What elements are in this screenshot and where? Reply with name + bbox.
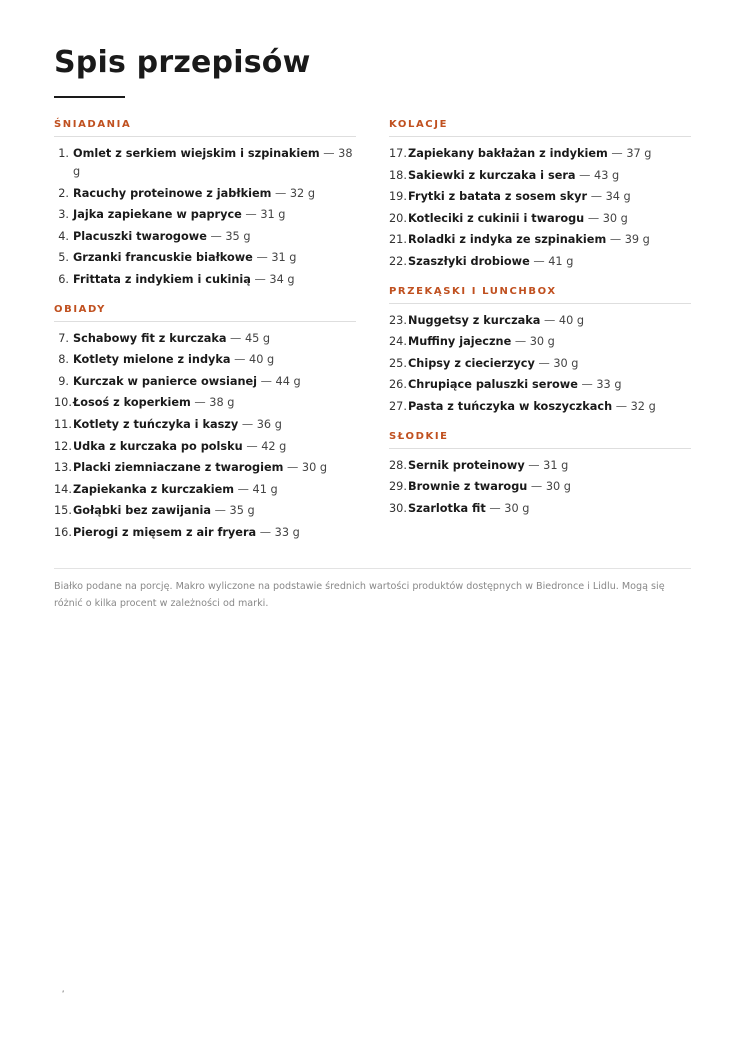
recipe-list	[54, 145, 356, 289]
recipe-protein-value: 34 g	[269, 272, 295, 286]
recipe-name: Sernik proteinowy	[408, 458, 525, 472]
recipe-separator: —	[241, 417, 254, 431]
recipe-protein-value: 31 g	[543, 458, 569, 472]
recipe-separator: —	[234, 353, 246, 367]
recipe-separator: —	[538, 356, 550, 370]
recipe-separator: —	[609, 233, 622, 247]
section-title-snacks: PRZEKĄSKI I LUNCHBOX	[389, 286, 691, 304]
recipe-number: 10.	[54, 396, 72, 410]
recipe-number: 26.	[389, 378, 407, 392]
left-column	[54, 119, 356, 546]
recipe-name: Udka z kurczaka po polsku	[73, 439, 243, 453]
section-title-lunch: OBIADY	[54, 304, 356, 322]
recipe-number: 13.	[54, 461, 72, 475]
recipe-protein-value: 41 g	[252, 482, 278, 496]
recipe-protein-value: 37 g	[626, 147, 652, 160]
recipe-number: 11.	[54, 417, 72, 431]
recipe-number: 29.	[389, 480, 407, 494]
recipe-name: Racuchy proteinowe z jabłkiem	[73, 186, 272, 200]
recipe-separator: —	[259, 525, 272, 539]
recipe-name: Placki ziemniaczane z twarogiem	[73, 461, 284, 475]
recipe-list-item	[389, 376, 691, 394]
recipe-separator: —	[533, 254, 545, 268]
recipe-list-item	[54, 481, 356, 499]
recipe-name: Jajka zapiekane w papryce	[73, 208, 242, 222]
recipe-protein-value: 38 g	[73, 147, 353, 178]
recipe-separator: —	[489, 501, 501, 515]
recipe-protein-value: 35 g	[225, 229, 251, 243]
recipe-list-item	[54, 228, 356, 246]
recipe-separator: —	[514, 335, 527, 349]
recipe-list-item	[389, 312, 691, 330]
recipe-separator: —	[194, 396, 206, 410]
recipe-list-item	[389, 188, 691, 206]
section-sweets	[389, 431, 691, 518]
recipe-separator: —	[587, 211, 600, 225]
recipe-number: 4.	[58, 229, 69, 243]
recipe-list-item	[389, 231, 691, 249]
recipe-separator: —	[590, 190, 602, 204]
recipe-name: Placuszki twarogowe	[73, 229, 207, 243]
recipe-separator: —	[245, 208, 257, 222]
recipe-list-item	[54, 438, 356, 456]
recipe-name: Nuggetsy z kurczaka	[408, 313, 541, 327]
recipe-number: 14.	[54, 482, 72, 496]
recipe-separator: —	[615, 399, 628, 413]
recipe-list-item	[389, 145, 691, 163]
recipe-list-item	[54, 373, 356, 391]
recipe-list-item	[54, 502, 356, 520]
recipe-protein-value: 30 g	[301, 461, 328, 475]
recipe-protein-value: 36 g	[256, 417, 282, 431]
recipe-protein-value: 31 g	[260, 208, 286, 222]
recipe-separator: —	[210, 229, 222, 243]
recipe-protein-value: 30 g	[504, 501, 530, 515]
recipe-protein-value: 45 g	[244, 331, 271, 345]
recipe-list-item	[54, 524, 356, 542]
recipe-name: Schabowy fit z kurczaka	[73, 331, 227, 345]
recipe-list-item	[389, 398, 691, 416]
page-title: Spis przepisów	[54, 45, 311, 80]
recipe-separator: —	[323, 147, 335, 160]
recipe-list	[389, 312, 691, 416]
section-breakfast	[54, 119, 356, 289]
recipe-list-item	[389, 478, 691, 496]
recipe-protein-value: 41 g	[548, 254, 574, 268]
recipe-number: 23.	[389, 313, 407, 327]
recipe-number: 5.	[58, 251, 69, 265]
recipe-name: Roladki z indyka ze szpinakiem	[408, 233, 607, 247]
recipe-separator: —	[581, 378, 593, 392]
recipe-separator: —	[260, 374, 272, 388]
recipe-list-item	[54, 206, 356, 224]
recipe-name: Kotlety z tuńczyka i kaszy	[73, 417, 239, 431]
recipe-separator: —	[254, 272, 266, 286]
recipe-protein-value: 35 g	[229, 504, 255, 518]
recipe-list-item	[54, 249, 356, 267]
recipe-protein-value: 33 g	[274, 525, 300, 539]
recipe-name: Frittata z indykiem i cukinią	[73, 272, 251, 286]
recipe-number: 18.	[389, 168, 407, 182]
recipe-list-item	[389, 500, 691, 518]
section-dinner	[389, 119, 691, 271]
recipe-separator: —	[237, 482, 249, 496]
recipe-protein-value: 31 g	[271, 251, 297, 265]
recipe-number: 25.	[389, 356, 407, 370]
recipe-number: 19.	[389, 190, 407, 204]
title-underline	[54, 96, 125, 98]
recipe-number: 21.	[389, 233, 407, 247]
recipe-list-item	[54, 330, 356, 348]
recipe-number: 20.	[389, 211, 407, 225]
recipe-list-item	[54, 459, 356, 477]
section-snacks	[389, 286, 691, 416]
recipe-name: Chipsy z ciecierzycy	[408, 356, 535, 370]
recipe-list-item	[389, 457, 691, 475]
recipe-name: Łosoś z koperkiem	[73, 396, 191, 410]
recipe-separator: —	[611, 147, 623, 160]
recipe-list-item	[389, 253, 691, 271]
recipe-number: 27.	[389, 399, 407, 413]
recipe-list-item	[389, 355, 691, 373]
recipe-list-item	[389, 167, 691, 185]
recipe-name: Frytki z batata z sosem skyr	[408, 190, 588, 204]
recipe-protein-value: 40 g	[249, 353, 275, 367]
recipe-name: Szarlotka fit	[408, 501, 486, 515]
recipe-number: 3.	[58, 208, 69, 222]
section-title-breakfast: ŚNIADANIA	[54, 119, 356, 137]
recipe-protein-value: 44 g	[275, 374, 301, 388]
recipe-separator: —	[274, 186, 287, 200]
recipe-name: Gołąbki bez zawijania	[73, 504, 212, 518]
recipe-name: Sakiewki z kurczaka i sera	[408, 168, 576, 182]
recipe-separator: —	[287, 461, 299, 475]
recipe-separator: —	[579, 168, 591, 182]
recipe-separator: —	[544, 313, 556, 327]
recipe-number: 2.	[58, 186, 69, 200]
recipe-name: Omlet z serkiem wiejskim i szpinakiem	[73, 147, 320, 160]
recipe-name: Kotleciki z cukinii i twarogu	[408, 211, 585, 225]
recipe-list	[389, 457, 691, 518]
recipe-list	[389, 145, 691, 271]
recipe-protein-value: 42 g	[261, 439, 287, 453]
recipe-number: 7.	[58, 331, 69, 345]
recipe-separator: —	[214, 504, 226, 518]
recipe-name: Grzanki francuskie białkowe	[73, 251, 253, 265]
recipe-name: Kurczak w panierce owsianej	[73, 374, 258, 388]
recipe-protein-value: 38 g	[209, 396, 235, 410]
recipe-number: 12.	[54, 439, 72, 453]
footer-note: Białko podane na porcję. Makro wyliczone na podstawie średnich wartości produktów dostępnych w Biedronce i Lidlu. Mogą się różnić o kilka procent w zależności od marki.	[54, 568, 691, 612]
recipe-protein-value: 30 g	[602, 211, 628, 225]
recipe-list-item	[54, 394, 356, 412]
recipe-number: 24.	[389, 335, 407, 349]
recipe-list-item	[54, 145, 356, 181]
recipe-number: 16.	[54, 525, 72, 539]
recipe-name: Zapiekanka z kurczakiem	[73, 482, 235, 496]
recipe-list-item	[54, 351, 356, 369]
section-title-sweets: SŁODKIE	[389, 431, 691, 449]
recipe-separator: —	[530, 480, 543, 494]
recipe-protein-value: 30 g	[529, 335, 555, 349]
recipe-number: 17.	[389, 147, 407, 160]
recipe-name: Pasta z tuńczyka w koszyczkach	[408, 399, 613, 413]
recipe-protein-value: 40 g	[558, 313, 585, 327]
section-title-dinner: KOLACJE	[389, 119, 691, 137]
recipe-name: Szaszłyki drobiowe	[408, 254, 530, 268]
recipe-list-item	[389, 333, 691, 351]
section-lunch	[54, 304, 356, 542]
recipe-protein-value: 39 g	[624, 233, 650, 247]
recipe-list-item	[54, 271, 356, 289]
recipe-number: 22.	[389, 254, 407, 268]
recipe-protein-value: 33 g	[596, 378, 622, 392]
recipe-separator: —	[528, 458, 540, 472]
recipe-protein-value: 30 g	[553, 356, 579, 370]
recipe-name: Kotlety mielone z indyka	[73, 353, 231, 367]
right-column	[389, 119, 691, 521]
recipe-protein-value: 32 g	[630, 399, 656, 413]
recipe-separator: —	[256, 251, 268, 265]
recipe-number: 30.	[389, 501, 407, 515]
page-corner-mark: ʹ	[62, 990, 65, 999]
recipe-number: 9.	[58, 374, 69, 388]
recipe-name: Brownie z twarogu	[408, 480, 528, 494]
recipe-name: Muffiny jajeczne	[408, 335, 512, 349]
recipe-name: Zapiekany bakłażan z indykiem	[408, 147, 608, 160]
recipe-number: 28.	[389, 458, 407, 472]
recipe-list-item	[54, 416, 356, 434]
recipe-list-item	[54, 185, 356, 203]
recipe-name: Chrupiące paluszki serowe	[408, 378, 578, 392]
recipe-number: 1.	[58, 147, 69, 160]
recipe-protein-value: 43 g	[594, 168, 620, 182]
recipe-separator: —	[230, 331, 242, 345]
recipe-number: 8.	[58, 353, 69, 367]
recipe-list	[54, 330, 356, 542]
recipe-name: Pierogi z mięsem z air fryera	[73, 525, 257, 539]
recipe-protein-value: 32 g	[289, 186, 316, 200]
recipe-number: 15.	[54, 504, 72, 518]
recipe-separator: —	[246, 439, 258, 453]
recipe-protein-value: 30 g	[545, 480, 571, 494]
recipe-list-item	[389, 210, 691, 228]
recipe-protein-value: 34 g	[605, 190, 631, 204]
recipe-number: 6.	[58, 272, 69, 286]
